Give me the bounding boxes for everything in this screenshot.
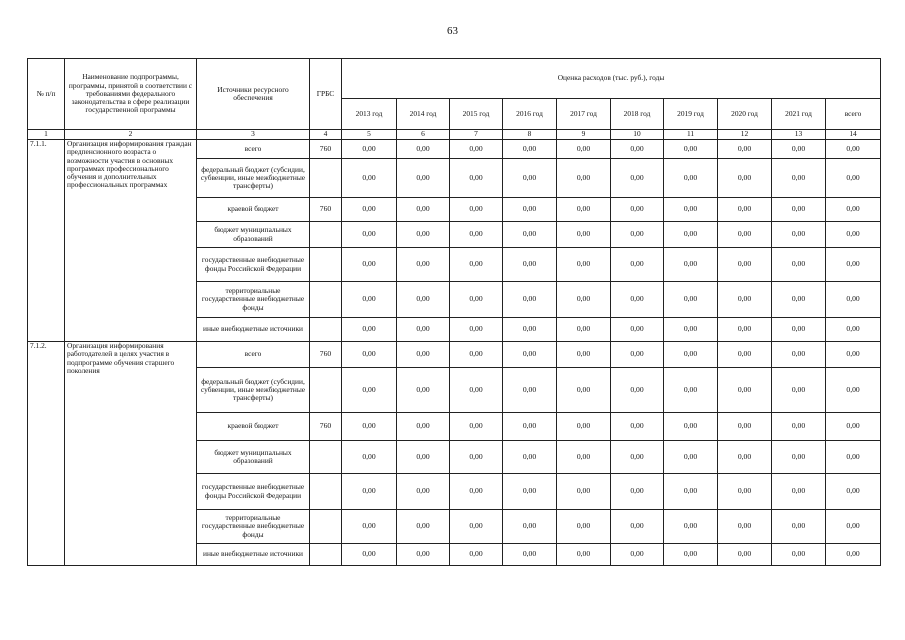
year-value: 0,00 — [611, 140, 664, 159]
header-year: 2015 год — [450, 99, 503, 130]
year-value: 0,00 — [397, 198, 450, 222]
year-value: 0,00 — [611, 441, 664, 474]
year-value: 0,00 — [611, 544, 664, 566]
total-value: 0,00 — [826, 342, 881, 368]
year-value: 0,00 — [450, 248, 503, 282]
header-year: 2014 год — [397, 99, 450, 130]
year-value: 0,00 — [772, 474, 826, 510]
year-value: 0,00 — [342, 368, 397, 413]
column-index: 2 — [65, 130, 197, 140]
year-value: 0,00 — [718, 318, 772, 342]
year-value: 0,00 — [397, 318, 450, 342]
year-value: 0,00 — [718, 474, 772, 510]
year-value: 0,00 — [342, 248, 397, 282]
header-total: всего — [826, 99, 881, 130]
header-year: 2020 год — [718, 99, 772, 130]
year-value: 0,00 — [397, 248, 450, 282]
year-value: 0,00 — [397, 544, 450, 566]
year-value: 0,00 — [557, 510, 611, 544]
year-value: 0,00 — [611, 198, 664, 222]
column-index: 6 — [397, 130, 450, 140]
funding-source: федеральный бюджет (субсидии, субвенции, иные межбюджетные трансферты) — [197, 368, 310, 413]
year-value: 0,00 — [503, 441, 557, 474]
column-index: 10 — [611, 130, 664, 140]
grbs-code: 760 — [310, 198, 342, 222]
section-name: Организация информирования граждан предпенсионного возраста о возможности участия в основных программах профессионального обучения и дополнительных профессиональных программах — [65, 140, 197, 342]
year-value: 0,00 — [772, 198, 826, 222]
total-value: 0,00 — [826, 140, 881, 159]
header-name: Наименование подпрограммы, программы, принятой в соответствии с требованиями федерального законодательства в сфере реализации государственной программы — [65, 59, 197, 130]
total-value: 0,00 — [826, 282, 881, 318]
year-value: 0,00 — [397, 140, 450, 159]
funding-source: бюджет муниципальных образований — [197, 441, 310, 474]
funding-source: территориальные государственные внебюджетные фонды — [197, 282, 310, 318]
year-value: 0,00 — [557, 474, 611, 510]
funding-source: государственные внебюджетные фонды Российской Федерации — [197, 474, 310, 510]
total-value: 0,00 — [826, 318, 881, 342]
year-value: 0,00 — [342, 159, 397, 198]
year-value: 0,00 — [772, 441, 826, 474]
column-index: 5 — [342, 130, 397, 140]
year-value: 0,00 — [503, 474, 557, 510]
year-value: 0,00 — [503, 222, 557, 248]
section-name: Организация информирования работодателей в целях участия в подпрограмме обучения старшего поколения — [65, 342, 197, 566]
funding-source: федеральный бюджет (субсидии, субвенции, иные межбюджетные трансферты) — [197, 159, 310, 198]
section-number: 7.1.2. — [28, 342, 65, 566]
grbs-code: 760 — [310, 140, 342, 159]
year-value: 0,00 — [450, 282, 503, 318]
year-value: 0,00 — [503, 413, 557, 441]
header-year: 2021 год — [772, 99, 826, 130]
column-index: 11 — [664, 130, 718, 140]
section-number: 7.1.1. — [28, 140, 65, 342]
year-value: 0,00 — [664, 342, 718, 368]
year-value: 0,00 — [450, 198, 503, 222]
year-value: 0,00 — [557, 368, 611, 413]
year-value: 0,00 — [718, 282, 772, 318]
column-index: 4 — [310, 130, 342, 140]
total-value: 0,00 — [826, 510, 881, 544]
year-value: 0,00 — [342, 544, 397, 566]
year-value: 0,00 — [664, 159, 718, 198]
funding-source: всего — [197, 140, 310, 159]
year-value: 0,00 — [718, 441, 772, 474]
table-row — [28, 342, 881, 368]
year-value: 0,00 — [503, 198, 557, 222]
grbs-code: 760 — [310, 342, 342, 368]
funding-source: всего — [197, 342, 310, 368]
year-value: 0,00 — [450, 413, 503, 441]
total-value: 0,00 — [826, 222, 881, 248]
grbs-code — [310, 368, 342, 413]
year-value: 0,00 — [503, 510, 557, 544]
column-index: 9 — [557, 130, 611, 140]
year-value: 0,00 — [664, 198, 718, 222]
year-value: 0,00 — [611, 222, 664, 248]
year-value: 0,00 — [772, 544, 826, 566]
year-value: 0,00 — [450, 368, 503, 413]
year-value: 0,00 — [397, 222, 450, 248]
year-value: 0,00 — [342, 198, 397, 222]
year-value: 0,00 — [664, 140, 718, 159]
grbs-code — [310, 248, 342, 282]
year-value: 0,00 — [397, 368, 450, 413]
funding-source: краевой бюджет — [197, 198, 310, 222]
grbs-code — [310, 510, 342, 544]
grbs-code — [310, 159, 342, 198]
year-value: 0,00 — [664, 413, 718, 441]
year-value: 0,00 — [772, 159, 826, 198]
year-value: 0,00 — [772, 510, 826, 544]
year-value: 0,00 — [664, 222, 718, 248]
header-year: 2013 год — [342, 99, 397, 130]
year-value: 0,00 — [718, 140, 772, 159]
year-value: 0,00 — [503, 282, 557, 318]
total-value: 0,00 — [826, 368, 881, 413]
year-value: 0,00 — [557, 248, 611, 282]
column-index: 8 — [503, 130, 557, 140]
year-value: 0,00 — [611, 413, 664, 441]
year-value: 0,00 — [718, 198, 772, 222]
year-value: 0,00 — [503, 544, 557, 566]
header-year: 2018 год — [611, 99, 664, 130]
total-value: 0,00 — [826, 474, 881, 510]
column-index: 13 — [772, 130, 826, 140]
year-value: 0,00 — [450, 342, 503, 368]
total-value: 0,00 — [826, 248, 881, 282]
year-value: 0,00 — [664, 248, 718, 282]
header-year: 2016 год — [503, 99, 557, 130]
funding-source: территориальные государственные внебюджетные фонды — [197, 510, 310, 544]
year-value: 0,00 — [772, 413, 826, 441]
year-value: 0,00 — [397, 282, 450, 318]
year-value: 0,00 — [450, 441, 503, 474]
year-value: 0,00 — [397, 159, 450, 198]
total-value: 0,00 — [826, 413, 881, 441]
year-value: 0,00 — [718, 413, 772, 441]
year-value: 0,00 — [557, 342, 611, 368]
header-grbs: ГРБС — [310, 59, 342, 130]
year-value: 0,00 — [611, 342, 664, 368]
year-value: 0,00 — [450, 222, 503, 248]
year-value: 0,00 — [557, 544, 611, 566]
year-value: 0,00 — [718, 368, 772, 413]
column-index: 3 — [197, 130, 310, 140]
year-value: 0,00 — [772, 282, 826, 318]
year-value: 0,00 — [397, 413, 450, 441]
column-index: 7 — [450, 130, 503, 140]
grbs-code — [310, 544, 342, 566]
total-value: 0,00 — [826, 198, 881, 222]
year-value: 0,00 — [664, 544, 718, 566]
year-value: 0,00 — [611, 248, 664, 282]
year-value: 0,00 — [503, 342, 557, 368]
header-source: Источники ресурсного обеспечения — [197, 59, 310, 130]
year-value: 0,00 — [557, 413, 611, 441]
year-value: 0,00 — [397, 441, 450, 474]
grbs-code: 760 — [310, 413, 342, 441]
year-value: 0,00 — [772, 140, 826, 159]
year-value: 0,00 — [503, 318, 557, 342]
year-value: 0,00 — [503, 368, 557, 413]
header-year: 2017 год — [557, 99, 611, 130]
header-year: 2019 год — [664, 99, 718, 130]
year-value: 0,00 — [718, 248, 772, 282]
funding-source: иные внебюджетные источники — [197, 544, 310, 566]
grbs-code — [310, 474, 342, 510]
year-value: 0,00 — [611, 474, 664, 510]
year-value: 0,00 — [664, 441, 718, 474]
year-value: 0,00 — [664, 510, 718, 544]
budget-table — [27, 58, 881, 566]
year-value: 0,00 — [664, 474, 718, 510]
funding-source: иные внебюджетные источники — [197, 318, 310, 342]
year-value: 0,00 — [342, 474, 397, 510]
year-value: 0,00 — [450, 318, 503, 342]
year-value: 0,00 — [342, 342, 397, 368]
grbs-code — [310, 318, 342, 342]
grbs-code — [310, 441, 342, 474]
year-value: 0,00 — [342, 140, 397, 159]
year-value: 0,00 — [503, 159, 557, 198]
year-value: 0,00 — [342, 318, 397, 342]
total-value: 0,00 — [826, 544, 881, 566]
year-value: 0,00 — [611, 368, 664, 413]
grbs-code — [310, 282, 342, 318]
year-value: 0,00 — [503, 140, 557, 159]
year-value: 0,00 — [557, 198, 611, 222]
funding-source: краевой бюджет — [197, 413, 310, 441]
table-row — [28, 140, 881, 159]
year-value: 0,00 — [664, 282, 718, 318]
year-value: 0,00 — [772, 222, 826, 248]
total-value: 0,00 — [826, 159, 881, 198]
year-value: 0,00 — [397, 510, 450, 544]
year-value: 0,00 — [557, 318, 611, 342]
year-value: 0,00 — [503, 248, 557, 282]
year-value: 0,00 — [450, 474, 503, 510]
year-value: 0,00 — [342, 441, 397, 474]
year-value: 0,00 — [772, 368, 826, 413]
year-value: 0,00 — [557, 159, 611, 198]
header-num: № п/п — [28, 59, 65, 130]
header-estimate: Оценка расходов (тыс. руб.), годы — [342, 59, 881, 99]
column-index: 12 — [718, 130, 772, 140]
grbs-code — [310, 222, 342, 248]
year-value: 0,00 — [342, 413, 397, 441]
year-value: 0,00 — [397, 474, 450, 510]
year-value: 0,00 — [772, 248, 826, 282]
year-value: 0,00 — [450, 544, 503, 566]
year-value: 0,00 — [611, 510, 664, 544]
year-value: 0,00 — [397, 342, 450, 368]
funding-source: государственные внебюджетные фонды Российской Федерации — [197, 248, 310, 282]
year-value: 0,00 — [557, 441, 611, 474]
year-value: 0,00 — [342, 222, 397, 248]
year-value: 0,00 — [718, 222, 772, 248]
year-value: 0,00 — [450, 140, 503, 159]
year-value: 0,00 — [557, 282, 611, 318]
year-value: 0,00 — [718, 544, 772, 566]
year-value: 0,00 — [342, 510, 397, 544]
year-value: 0,00 — [718, 342, 772, 368]
column-index: 1 — [28, 130, 65, 140]
year-value: 0,00 — [718, 510, 772, 544]
year-value: 0,00 — [342, 282, 397, 318]
year-value: 0,00 — [450, 510, 503, 544]
funding-source: бюджет муниципальных образований — [197, 222, 310, 248]
year-value: 0,00 — [611, 282, 664, 318]
year-value: 0,00 — [664, 318, 718, 342]
year-value: 0,00 — [664, 368, 718, 413]
total-value: 0,00 — [826, 441, 881, 474]
year-value: 0,00 — [772, 318, 826, 342]
year-value: 0,00 — [557, 140, 611, 159]
year-value: 0,00 — [772, 342, 826, 368]
year-value: 0,00 — [718, 159, 772, 198]
year-value: 0,00 — [611, 159, 664, 198]
column-index: 14 — [826, 130, 881, 140]
year-value: 0,00 — [611, 318, 664, 342]
page-number: 63 — [447, 25, 458, 37]
year-value: 0,00 — [450, 159, 503, 198]
year-value: 0,00 — [557, 222, 611, 248]
